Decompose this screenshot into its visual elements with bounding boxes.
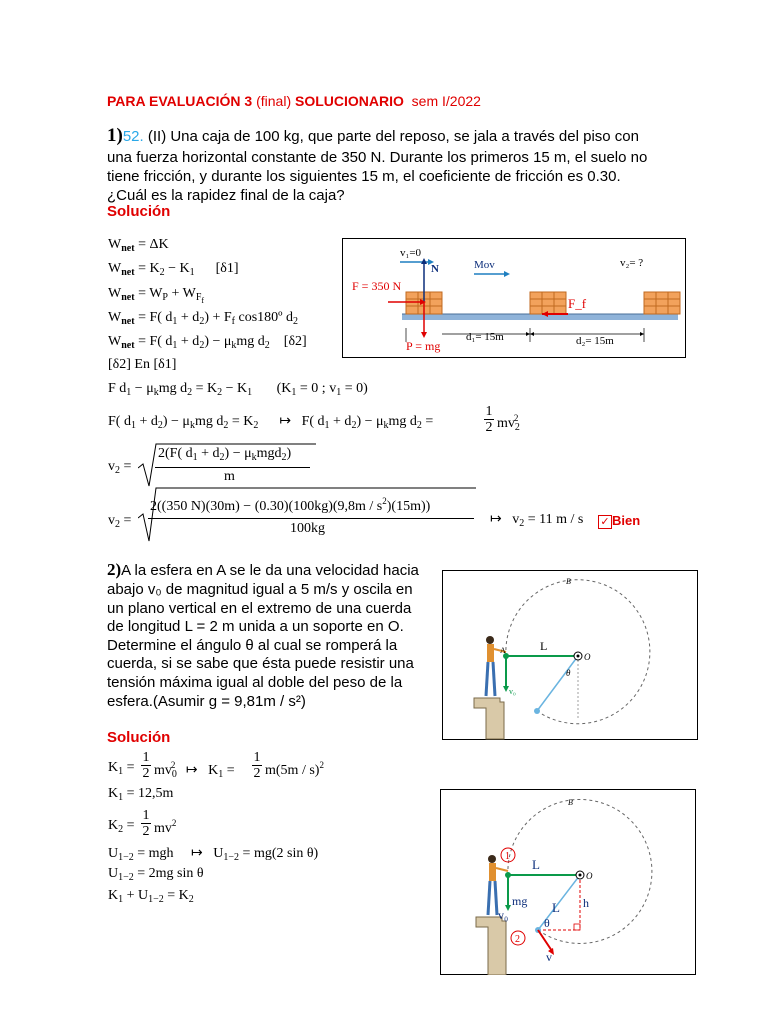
problem2-line: esfera.(Asumir g = 9,81m / s²) xyxy=(107,693,306,710)
problem2-number: 2) xyxy=(107,560,122,579)
problem1-number: 1) xyxy=(107,125,123,146)
label-N: N xyxy=(431,263,439,275)
equation: $U_{1-2} = 2mg$ sin θ xyxy=(108,866,204,883)
equation: F $d_1 - \mu_kmg$ $d_2 = K_2 - K_1$ ($K_1 = 0$ ; $v_1 = 0$) xyxy=(108,381,368,398)
label-v0: v₀ xyxy=(509,687,516,696)
result: ↦ $v_2 = 11$ m / s xyxy=(490,512,584,529)
fraction-bar xyxy=(155,467,310,468)
problem2-statement: 2)A la esfera en A se le da una velocidad hacia xyxy=(107,560,419,579)
floor xyxy=(402,314,678,320)
problem2-line: cuerda, si se sabe que ésta puede resistir una xyxy=(107,655,414,672)
label-v1: v₁=0 xyxy=(400,247,422,259)
problem2-line: un plano vertical en el extremo de una cuerda xyxy=(107,600,412,617)
label-mg: mg xyxy=(512,894,528,908)
crate-3 xyxy=(644,292,680,314)
solution-label: Solución xyxy=(107,203,171,220)
equation: $mv_0^2$ ↦ $K_1$ = xyxy=(154,760,235,780)
equation: F( $d_1 + d_2) - \mu_kmg$ $d_2 = K_2$ ↦ F( $d_1 + d_2) - \mu_kmg$ $d_2$ = xyxy=(108,414,434,431)
label-mov: Mov xyxy=(474,259,495,271)
problem2-line: Determine el ángulo θ al cual se romperá la xyxy=(107,637,398,654)
label-L: L xyxy=(540,639,548,653)
label-d2: d₂= 15m xyxy=(576,335,614,347)
label-v: v xyxy=(546,950,552,964)
label-v0: v₀ xyxy=(498,908,509,922)
label-point-2: 2 xyxy=(515,934,520,945)
sqrt-denominator: m xyxy=(224,469,235,484)
label-theta: θ xyxy=(544,916,550,930)
crate-2 xyxy=(530,292,566,314)
equation: $W_{net} = F$( $d_1 + d_2) + F_f$ cos180º $d_2$ xyxy=(108,310,299,327)
equation: $W_{net} = W_P + W_{F_f}$ xyxy=(108,286,205,305)
problem1-line: ¿Cuál es la rapidez final de la caja? xyxy=(107,187,345,204)
equation: [δ2] En [δ1] xyxy=(108,357,177,372)
check-mark: ✓ Bien xyxy=(598,512,640,530)
equation: $mv_2^2$ xyxy=(497,413,520,433)
fraction-half: 1 2 xyxy=(142,808,150,839)
equation: $W_{net} = F$( $d_1 + d_2) - \mu_kmg$ $d_2$ [δ2] xyxy=(108,334,307,351)
equation: $W_{net} = K_2 - K_1$ [δ1] xyxy=(108,261,239,278)
problem1-statement: 1)52. (II) Una caja de 100 kg, que parte del reposo, se jala a través del piso con xyxy=(107,125,639,146)
page-title: PARA EVALUACIÓN 3 (final) SOLUCIONARIO sem I/2022 xyxy=(107,93,481,109)
figure-frame xyxy=(441,790,696,975)
problem2-line: abajo v₀ de magnitud igual a 5 m/s y oscila en xyxy=(107,581,413,598)
label-v2: v₂= ? xyxy=(620,257,644,269)
equation: $U_{1-2}$ = mgh ↦ $U_{1-2} = mg(2$ sin θ) xyxy=(108,846,319,863)
label-L: L xyxy=(532,857,540,872)
problem2-line: de longitud L = 2 m unida a un soporte en O. xyxy=(107,618,404,635)
fraction-half: 1 2 xyxy=(253,750,261,781)
label-O: O xyxy=(586,871,593,881)
equation: $K_2$ = xyxy=(108,818,135,835)
label-F: F = 350 N xyxy=(352,279,402,293)
label-B: B xyxy=(566,577,571,586)
equation: $K_1 = 12,5m$ xyxy=(108,786,174,803)
label-h: h xyxy=(583,896,589,910)
problem2-line: tensión máxima igual al doble del peso de la xyxy=(107,674,403,691)
checkbox-icon: ✓ xyxy=(598,515,612,529)
equation: $K_1 + U_{1-2} = K_2$ xyxy=(108,888,194,905)
fraction-half: 1 2 xyxy=(485,404,493,435)
equation: m(5m / s)$^2$ xyxy=(265,760,324,778)
label-L-angled: L xyxy=(552,900,560,915)
fraction-bar xyxy=(148,518,474,519)
label-Ff: F_f xyxy=(568,296,587,311)
label-A: A xyxy=(500,646,506,655)
pendulum-figure-1 xyxy=(442,570,698,740)
equation: $v_2$ = xyxy=(108,459,132,476)
sphere-position xyxy=(534,708,540,714)
problem1-line: tiene fricción, y durante los siguientes 15 m, el coeficiente de fricción es 0.30. xyxy=(107,168,621,185)
equation: $mv^2$ xyxy=(154,818,177,836)
sqrt-numerator: 2(F( $d_1 + d_2) - \mu_kmgd_2$) xyxy=(158,446,292,463)
pendulum-figure-2 xyxy=(440,789,696,975)
problem1-line: una fuerza horizontal constante de 350 N. Durante los primeros 15 m, el suelo no xyxy=(107,149,648,166)
solution-label: Solución xyxy=(107,729,171,746)
label-P: P = mg xyxy=(406,339,441,353)
label-B: B xyxy=(568,798,573,807)
problem1-ref: 52. xyxy=(122,128,144,145)
box-diagram xyxy=(342,238,686,358)
equation: $W_{net} = \Delta K$ xyxy=(108,237,169,254)
sqrt-numerator: 2((350 $N)(30m) - (0.30)(100kg)(9,8m / s^2)(15m)$) xyxy=(150,496,431,514)
equation: $v_2$ = xyxy=(108,513,132,530)
sqrt-denominator: 100kg xyxy=(290,521,325,536)
fraction-half: 1 2 xyxy=(142,750,150,781)
label-point-1: 1 xyxy=(505,851,510,862)
label-O: O xyxy=(584,652,591,662)
label-theta: θ xyxy=(566,668,571,678)
equation: $K_1$ = xyxy=(108,760,135,777)
label-d1: d₁= 15m xyxy=(466,331,504,343)
